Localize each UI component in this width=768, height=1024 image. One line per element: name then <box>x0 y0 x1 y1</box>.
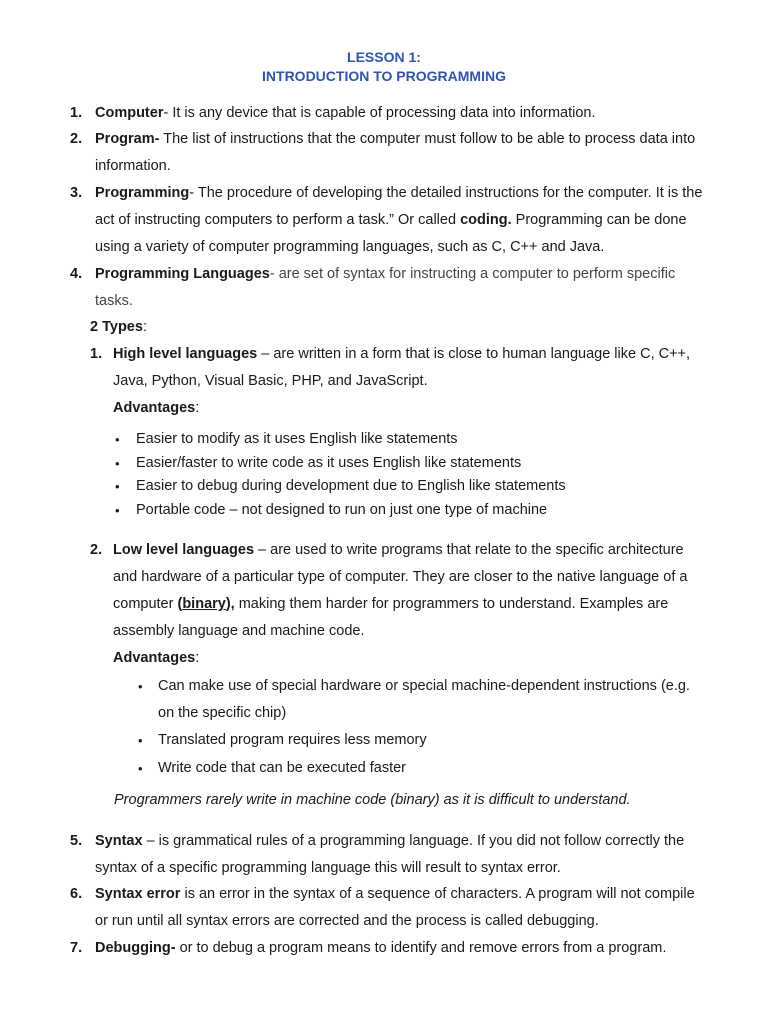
sub-item-number: 2. <box>90 542 103 558</box>
list-item <box>138 755 728 783</box>
definition-text: - It is any device that is capable of processing data into information. <box>163 105 596 121</box>
term: Programming Languages <box>95 266 270 282</box>
definition-text: – is grammatical rules of a programming language. If you did not follow correctly the <box>142 833 685 849</box>
advantages-label: Advantages <box>113 400 196 416</box>
advantages-colon: : <box>195 650 200 666</box>
bullet-text: Portable code – not designed to run on just one type of machine <box>136 501 548 518</box>
high-level-advantages-list <box>115 428 735 522</box>
list-item <box>138 727 728 755</box>
bullet-text: on the specific chip) <box>158 705 287 721</box>
term: High level languages <box>113 346 258 362</box>
types-colon: : <box>142 319 147 335</box>
definition-text: – are used to write programs that relate to the specific architecture <box>254 542 684 558</box>
definition-text: tasks. <box>95 293 133 309</box>
advantages-label: Advantages <box>113 650 196 666</box>
bullet-icon: • <box>115 455 120 471</box>
term: Syntax error <box>95 886 181 902</box>
definition-text: – are written in a form that is close to human language like C, C++, <box>257 346 691 362</box>
low-level-advantages-list <box>138 673 728 783</box>
item-number: 4. <box>70 266 83 282</box>
term: Programming <box>95 185 190 201</box>
types-heading <box>90 314 147 341</box>
bullet-icon: • <box>115 432 120 447</box>
bullet-text: Easier to modify as it uses English like statements <box>136 431 458 447</box>
item-number: 2. <box>70 131 83 147</box>
bullet-text: Translated program requires less memory <box>158 732 427 748</box>
definition-text: and hardware of a particular type of computer. They are closer to the native language of a <box>113 569 688 585</box>
definition-text: or run until all syntax errors are corrected and the process is called debugging. <box>95 913 599 929</box>
definition-text: using a variety of computer programming languages, such as C, C++ and Java. <box>95 239 605 255</box>
lesson-title: INTRODUCTION TO PROGRAMMING <box>262 68 506 84</box>
lesson-number: LESSON 1: <box>347 49 421 65</box>
definition-text: computer <box>113 596 178 612</box>
item-number: 7. <box>70 940 83 956</box>
paren-open: ( <box>177 596 183 612</box>
sub-item-number: 1. <box>90 346 103 362</box>
term: Low level languages <box>113 542 255 558</box>
list-item <box>115 499 735 523</box>
keyword-binary: binary <box>182 596 226 612</box>
bullet-icon: • <box>115 479 120 494</box>
definition-text: or to debug a program means to identify and remove errors from a program. <box>175 940 667 956</box>
bullet-icon: • <box>138 761 143 776</box>
definition-text: - are set of syntax for instructing a computer to perform specific <box>269 266 676 282</box>
keyword-coding: coding. <box>460 212 512 228</box>
definition-text: is an error in the syntax of a sequence of characters. A program will not compile <box>180 886 695 902</box>
definition-text: The list of instructions that the computer must follow to be able to process data into <box>159 131 696 147</box>
definition-text: Programming can be done <box>511 212 687 228</box>
definition-text: - The procedure of developing the detailed instructions for the computer. It is the <box>189 185 703 201</box>
bullet-icon: • <box>138 679 143 694</box>
definition-text: act of instructing computers to perform a task.” Or called <box>95 212 461 228</box>
list-item <box>138 673 728 727</box>
definition-text: making them harder for programmers to understand. Examples are <box>234 596 669 612</box>
paren-close: ), <box>225 596 235 612</box>
definition-text: syntax of a specific programming language this will result to syntax error. <box>95 860 561 876</box>
definition-text: Java, Python, Visual Basic, PHP, and JavaScript. <box>113 373 428 389</box>
bullet-icon: • <box>138 733 143 748</box>
list-item <box>115 428 735 452</box>
term: Syntax <box>95 833 143 849</box>
advantages-colon: : <box>195 400 200 416</box>
list-item <box>115 475 735 499</box>
bullet-text: Can make use of special hardware or special machine-dependent instructions (e.g. <box>158 678 690 694</box>
term: Program- <box>95 131 160 147</box>
bullet-text: Easier/faster to write code as it uses English like statements <box>136 454 522 471</box>
item-number: 6. <box>70 886 83 902</box>
definition-text: information. <box>95 158 171 174</box>
term: Computer <box>95 105 164 121</box>
bullet-text: Write code that can be executed faster <box>158 760 406 776</box>
note-text: Programmers rarely write in machine code (binary) as it is difficult to understand. <box>114 792 631 808</box>
term: Debugging- <box>95 940 176 956</box>
bullet-icon: • <box>115 502 120 518</box>
list-item <box>115 452 735 476</box>
item-number: 1. <box>70 105 83 121</box>
types-label: 2 Types <box>90 319 143 335</box>
definition-text: assembly language and machine code. <box>113 623 365 639</box>
item-number: 5. <box>70 833 83 849</box>
bullet-text: Easier to debug during development due to English like statements <box>136 478 566 494</box>
item-number: 3. <box>70 185 83 201</box>
